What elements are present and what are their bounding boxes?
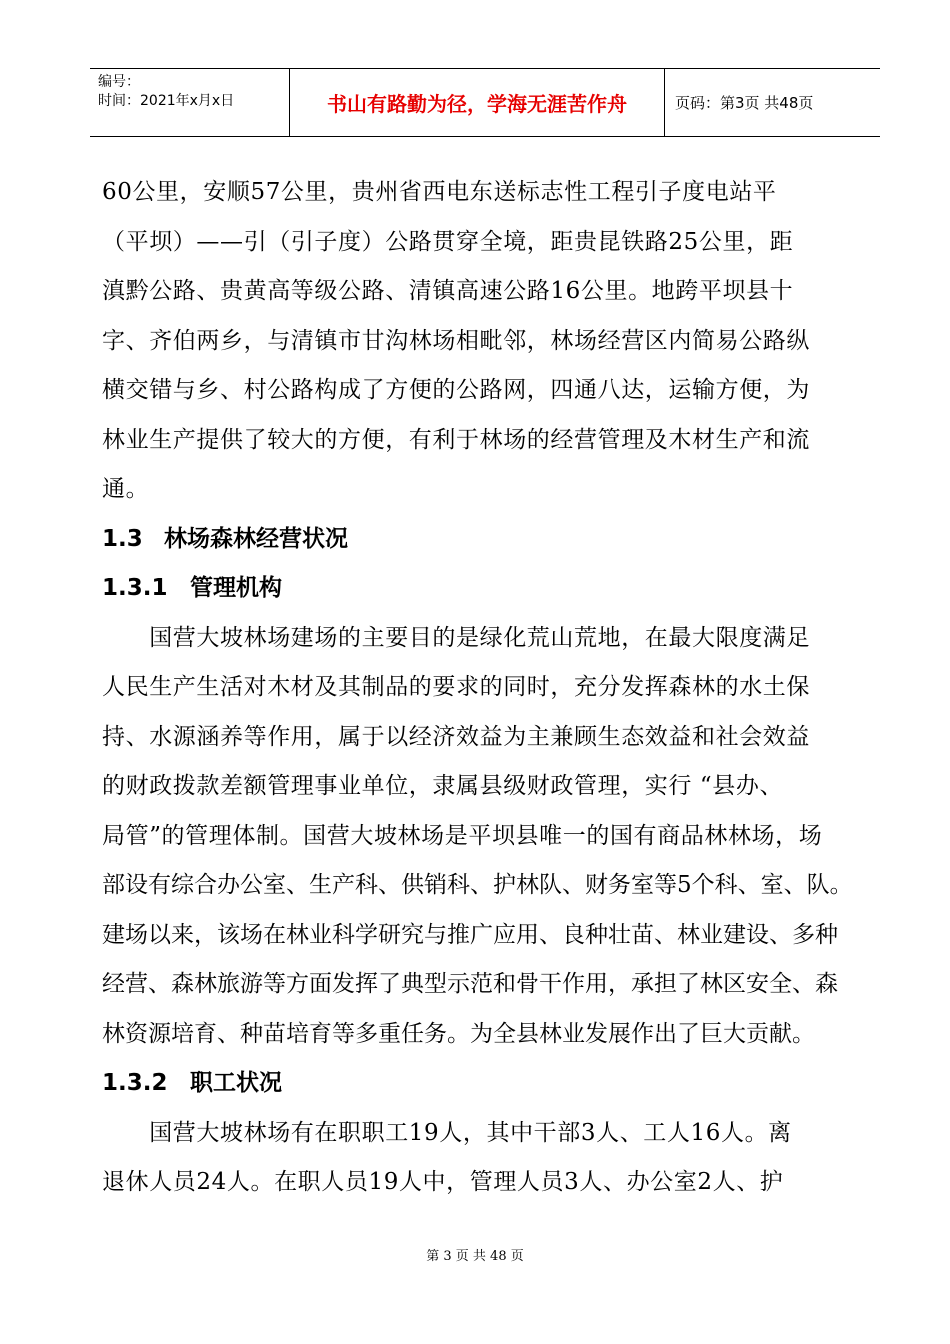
text-line: 60公里，安顺57公里，贵州省西电东送标志性工程引子度电站平	[102, 179, 777, 205]
text-line: 通。	[102, 476, 150, 502]
header-page-info: 页码：第3页 共48页	[675, 94, 814, 112]
text-line: 国营大坡林场有在职职工19人，其中干部3人、工人16人。离	[102, 1119, 792, 1146]
text-line: 林业生产提供了较大的方便，有利于林场的经营管理及木材生产和流	[102, 426, 810, 453]
section-number: 1.3.1	[102, 575, 168, 601]
section-title: 管理机构	[190, 575, 282, 601]
text-line: 建场以来，该场在林业科学研究与推广应用、良种壮苗、林业建设、多种	[102, 921, 838, 948]
doc-time-label: 时间：2021年x月x日	[98, 93, 235, 109]
text-line: 的财政拨款差额管理事业单位，隶属县级财政管理，实行 “县办、	[102, 773, 784, 799]
section-title: 职工状况	[190, 1070, 282, 1096]
section-title: 林场森林经营状况	[164, 525, 348, 552]
header-meta	[90, 69, 290, 136]
text-line: 字、齐伯两乡，与清镇市甘沟林场相毗邻，林场经营区内简易公路纵	[102, 327, 810, 354]
section-heading-1-3-2	[102, 1059, 872, 1109]
text-line: 经营、森林旅游等方面发挥了典型示范和骨干作用，承担了林区安全、森	[102, 971, 838, 997]
section-number: 1.3.2	[102, 1070, 168, 1096]
text-line: 横交错与乡、村公路构成了方便的公路网，四通八达，运输方便，为	[102, 377, 810, 403]
text-line: 林资源培育、种苗培育等多重任务。为全县林业发展作出了巨大贡献。	[102, 1020, 815, 1047]
text-line: 局管”的管理体制。国营大坡林场是平坝县唯一的国有商品林林场，场	[102, 822, 823, 849]
intro-paragraph	[102, 168, 872, 515]
page-footer: 第 3 页 共 48 页	[426, 1249, 524, 1264]
text-line: （平坝）——引（引子度）公路贯穿全境，距贵昆铁路25公里，距	[102, 228, 794, 255]
text-line: 持、水源涵养等作用，属于以经济效益为主兼顾生态效益和社会效益	[102, 723, 810, 750]
header-motto: 书山有路勤为径，学海无涯苦作舟	[290, 69, 665, 136]
section-number: 1.3	[102, 525, 143, 552]
section-heading-1-3-1	[102, 564, 872, 614]
management-paragraph	[102, 614, 872, 1060]
text-line: 国营大坡林场建场的主要目的是绿化荒山荒地，在最大限度满足	[102, 624, 810, 651]
text-line: 部设有综合办公室、生产科、供销科、护林队、财务室等5个科、室、队。	[102, 872, 853, 898]
text-line: 退休人员24人。在职人员19人中，管理人员3人、办公室2人、护	[102, 1169, 784, 1195]
staff-paragraph	[102, 1109, 872, 1208]
text-line: 滇黔公路、贵黄高等级公路、清镇高速公路16公里。地跨平坝县十	[102, 278, 794, 304]
doc-number-label: 编号：	[98, 74, 140, 90]
document-body	[102, 168, 872, 1208]
section-heading-1-3	[102, 515, 872, 565]
text-line: 人民生产生活对木材及其制品的要求的同时，充分发挥森林的水土保	[102, 674, 810, 700]
page-header	[90, 68, 880, 137]
